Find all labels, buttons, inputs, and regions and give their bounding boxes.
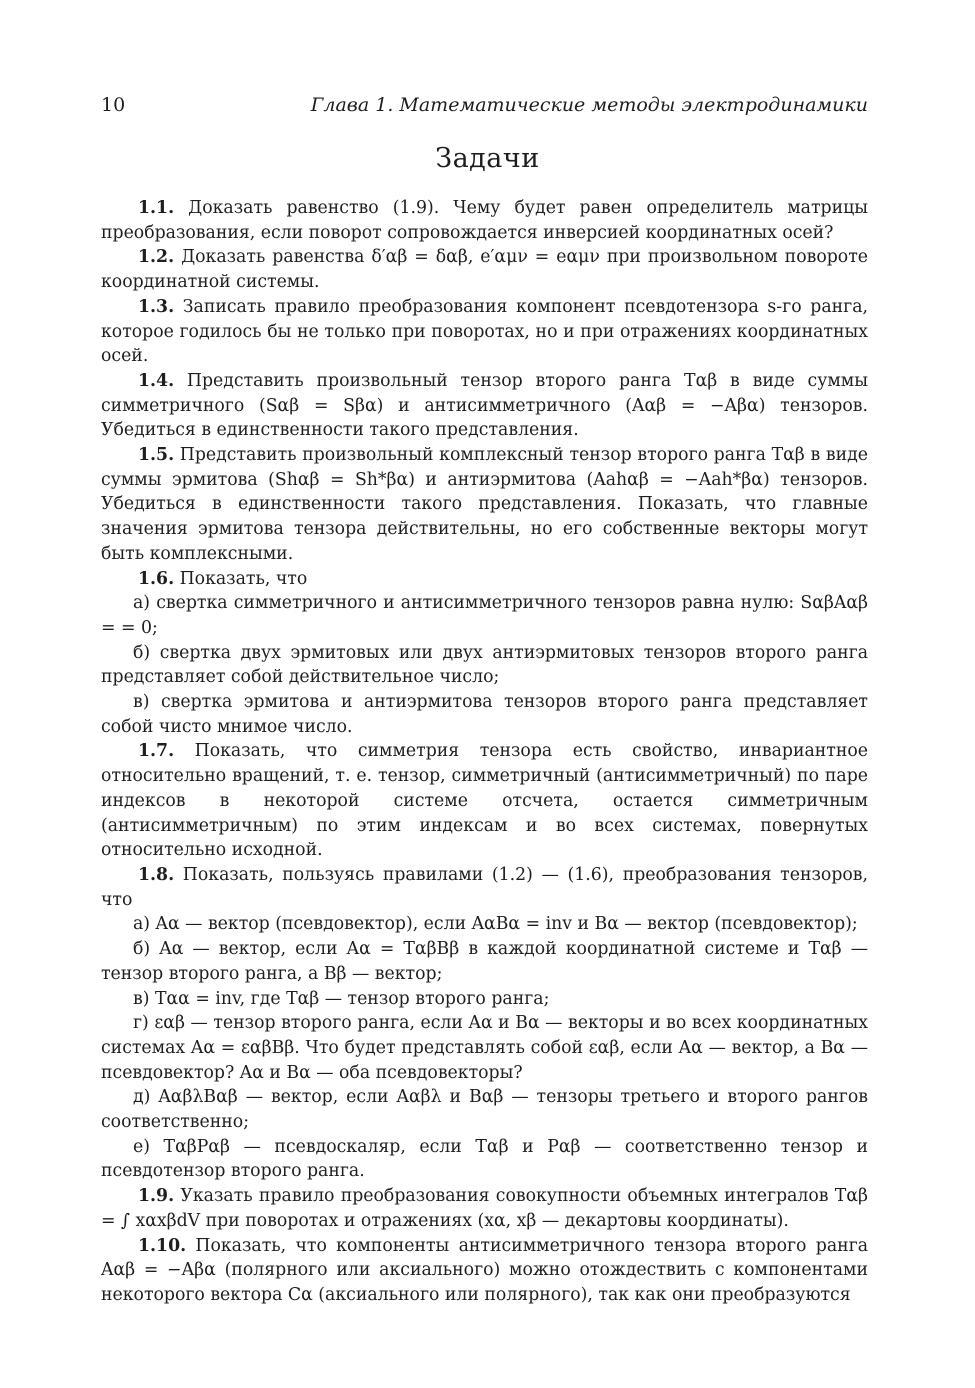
page-number: 10 <box>101 94 126 116</box>
problem-1-9 <box>101 1184 868 1233</box>
problem-number: 1.9. <box>138 1186 175 1207</box>
problem-number: 1.2. <box>138 247 175 268</box>
problem-1-8 <box>101 863 868 912</box>
problem-number: 1.5. <box>138 445 175 466</box>
problem-text: Записать правило преобразования компонент псевдотензора s-го ранга, которое годилось бы не только при поворотах, но и при отражениях координатных осей. <box>101 296 868 367</box>
page-header <box>101 94 868 116</box>
problem-number: 1.4. <box>138 370 175 391</box>
problem-1-6-item-a: а) свертка симметричного и антисимметричного тензоров равна нулю: SαβAαβ = = 0; <box>101 593 868 638</box>
problem-1-8-item-f: е) TαβPαβ — псевдоскаляр, если Tαβ и Pαβ — соответственно тензор и псевдотензор второго ранга. <box>101 1136 868 1182</box>
problem-1-3 <box>101 295 868 369</box>
problem-text: Показать, что <box>179 568 308 589</box>
problem-number: 1.6. <box>138 568 175 589</box>
problem-1-4 <box>101 369 868 443</box>
problem-1-1 <box>101 196 868 245</box>
problem-1-8-item-c: в) Tαα = inv, где Tαβ — тензор второго ранга; <box>133 988 550 1009</box>
problem-1-8-item-e: д) AαβλBαβ — вектор, если Aαβλ и Bαβ — тензоры третьего и второго рангов соответственно; <box>101 1087 868 1133</box>
problem-1-8-item-b: б) Aα — вектор, если Aα = TαβBβ в каждой координатной системе и Tαβ — тензор второго ранга, а Bβ — вектор; <box>101 939 868 984</box>
problem-1-10 <box>101 1234 868 1308</box>
problem-1-5 <box>101 443 868 567</box>
problem-number: 1.8. <box>138 864 175 885</box>
problem-number: 1.10. <box>138 1235 187 1256</box>
problem-number: 1.3. <box>138 296 175 317</box>
problem-1-6-item-b: б) свертка двух эрмитовых или двух антиэрмитовых тензоров второго ранга представляет собой действительное число; <box>101 642 868 688</box>
problem-text: Показать, пользуясь правилами (1.2) — (1.6), преобразования тензоров, что <box>101 864 869 910</box>
section-title: Задачи <box>435 143 540 174</box>
problem-1-7 <box>101 739 868 863</box>
problem-1-8-item-d: г) εαβ — тензор второго ранга, если Aα и Bα — векторы и во всех координатных системах Aα = εαβBβ. Что будет представлять собой εαβ, если Aα — вектор, а Bα — псевдовектор? Aα и Bα — оба псевдовекторы? <box>101 1013 868 1083</box>
problem-number: 1.1. <box>138 198 175 218</box>
problems-list <box>101 196 868 1308</box>
problem-number: 1.7. <box>138 741 175 762</box>
problem-text: Представить произвольный комплексный тензор второго ранга Tαβ в виде суммы эрмитова (Shαβ = Sh*βα) и антиэрмитова (Aahαβ = −Aah*βα) тензоров. Убедиться в единственности такого представления. Показать, что главные значения эрмитова тензора действительны, но его собственные векторы могут быть комплексными. <box>101 445 868 564</box>
problem-text: Представить произвольный тензор второго ранга Tαβ в виде суммы симметричного (Sαβ = Sβα) и антисимметричного (Aαβ = −Aβα) тензоров. Убедиться в единственности такого представления. <box>101 370 869 441</box>
problem-text: Показать, что компоненты антисимметричного тензора второго ранга Aαβ = −Aβα (полярного или аксиального) можно отождествить с компонентами некоторого вектора Cα (аксиального или полярного), так как они преобразуются <box>101 1235 868 1305</box>
problem-1-2 <box>101 245 868 294</box>
problem-1-8-item-a: а) Aα — вектор (псевдовектор), если AαBα = inv и Bα — вектор (псевдовектор); <box>133 914 858 935</box>
problem-text: Доказать равенства δ′αβ = δαβ, e′αμν = eαμν при произвольном повороте координатной системы. <box>101 247 868 293</box>
problem-text: Показать, что симметрия тензора есть свойство, инвариантное относительно вращений, т. е. тензор, симметричный (антисимметричный) по паре индексов в некоторой системе отсчета, остается симметричным (антисимметричным) по этим индексам и во всех системах, повернутых относительно исходной. <box>101 741 869 861</box>
problem-1-6-item-c: в) свертка эрмитова и антиэрмитова тензоров второго ранга представляет собой чисто мнимое число. <box>101 692 868 737</box>
problem-1-6 <box>101 567 868 592</box>
problem-text: Доказать равенство (1.9). Чему будет равен определитель матрицы преобразования, если поворот сопровождается инверсией координатных осей? <box>101 198 868 243</box>
problem-text: Указать правило преобразования совокупности объемных интегралов Tαβ = ∫ xαxβdV при поворотах и отражениях (xα, xβ — декартовы координаты). <box>101 1186 868 1231</box>
running-title: Глава 1. Математические методы электродинамики <box>310 94 868 116</box>
